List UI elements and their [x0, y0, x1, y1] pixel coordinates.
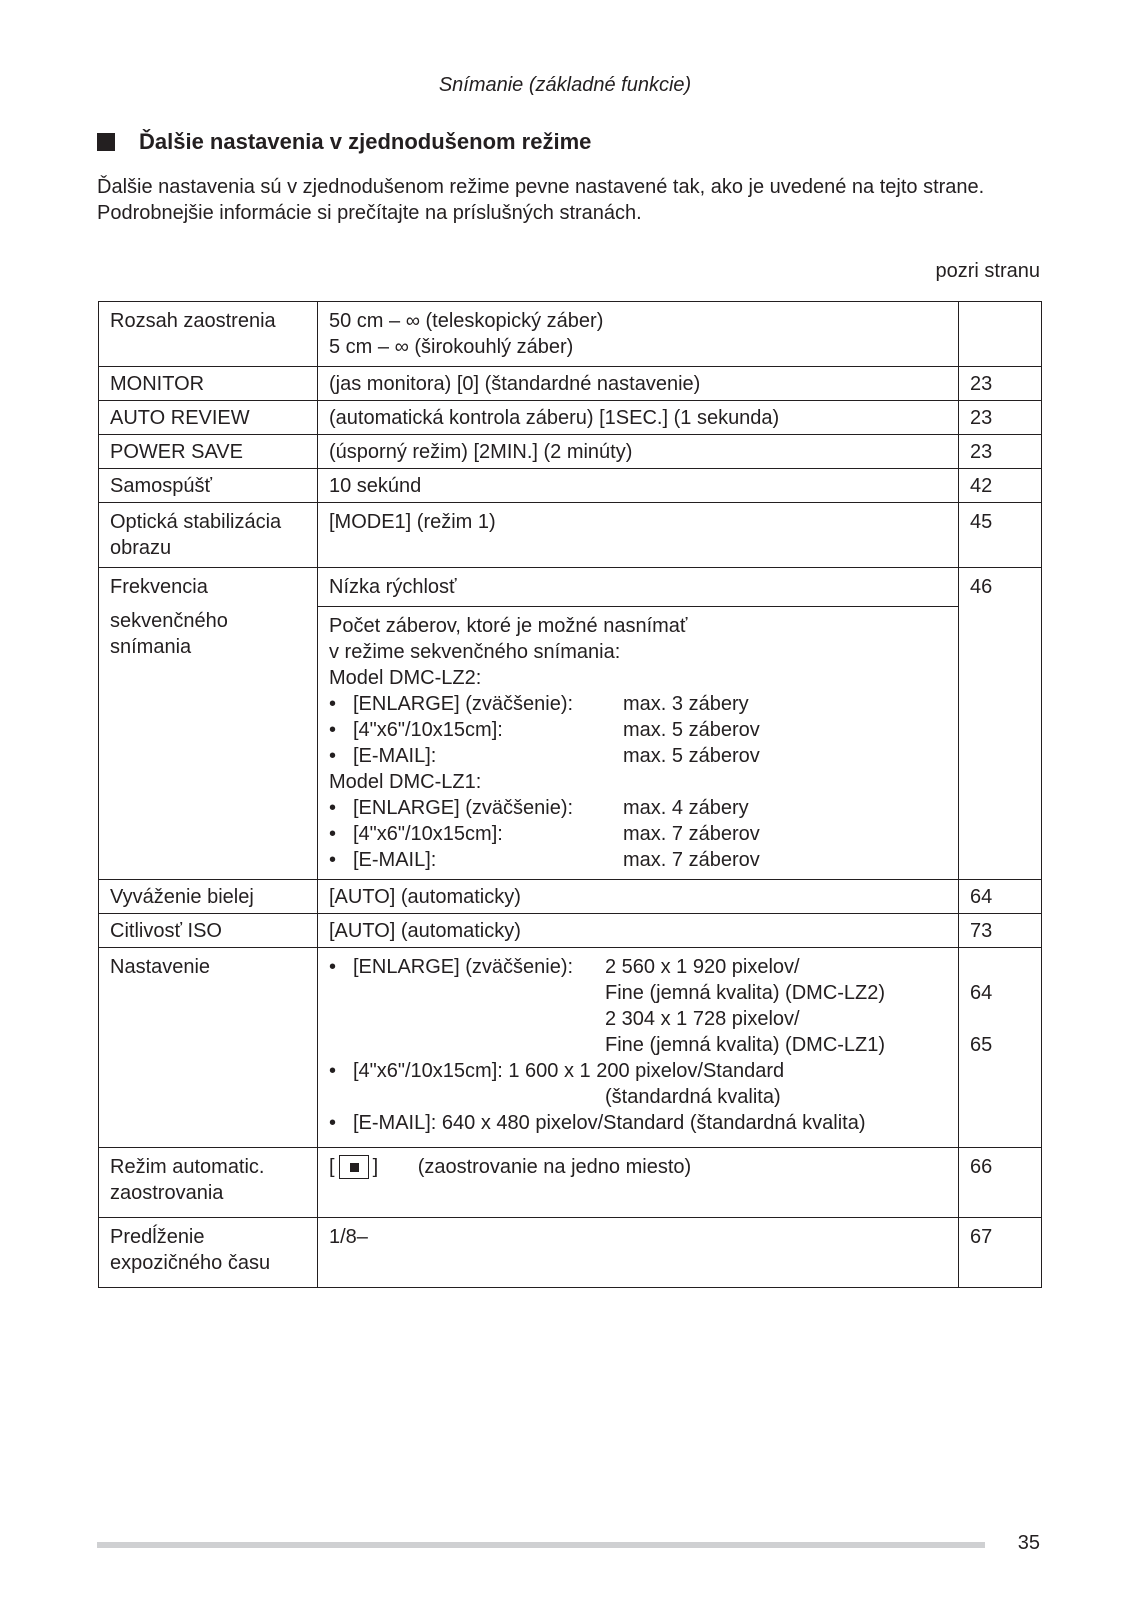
intro-line: Ďalšie nastavenia sú v zjednodušenom režime pevne nastavené tak, ako je uvedené na tejto strane.: [97, 176, 985, 198]
model-name: Model DMC-LZ2:: [329, 667, 482, 689]
setting-label: Citlivosť ISO: [99, 914, 318, 948]
setting-label: [99, 568, 318, 880]
page-ref-lz2: 64: [970, 982, 993, 1004]
item-value: max. 5 záberov: [623, 719, 760, 741]
setting-value: [MODE1] (režim 1): [318, 503, 959, 568]
value-line: 50 cm – ∞ (teleskopický záber): [329, 310, 604, 332]
page-ref: 46: [959, 568, 1042, 880]
page-number: 35: [1017, 1532, 1040, 1554]
value-text: (zaostrovanie na jedno miesto): [417, 1156, 692, 1178]
one-area-focus-icon: [ ]: [329, 1156, 379, 1178]
item-value: max. 4 zábery: [623, 797, 749, 819]
list-item: [329, 847, 948, 873]
table-row: [99, 469, 1042, 503]
list-item: [329, 954, 948, 980]
page-ref: 45: [959, 503, 1042, 568]
setting-value: 10 sekúnd: [318, 469, 959, 503]
item-value: max. 7 záberov: [623, 823, 760, 845]
setting-value: (úsporný režim) [2MIN.] (2 minúty): [318, 435, 959, 469]
section-title-text: Ďalšie nastavenia v zjednodušenom režime: [139, 129, 592, 154]
setting-value: [AUTO] (automaticky): [318, 914, 959, 948]
list-item: [329, 743, 948, 769]
item-name: [ENLARGE] (zväčšenie):: [353, 693, 574, 715]
see-page-label: pozri stranu: [935, 260, 1040, 282]
setting-label: POWER SAVE: [99, 435, 318, 469]
list-item: [329, 795, 948, 821]
setting-value: (jas monitora) [0] (štandardné nastavenie): [318, 367, 959, 401]
item-value: max. 5 záberov: [623, 745, 760, 767]
setting-label: Nastavenie: [99, 948, 318, 1148]
table-row: [99, 435, 1042, 469]
value-line: (štandardná kvalita): [605, 1086, 781, 1108]
setting-label: Predĺženie expozičného času: [99, 1218, 318, 1288]
setting-label: Režim automatic. zaostrovania: [99, 1148, 318, 1218]
intro-line: Podrobnejšie informácie si prečítajte na príslušných stranách.: [97, 202, 642, 224]
table-row: [99, 948, 1042, 1148]
label-line: Frekvencia: [110, 576, 208, 598]
value-line: v režime sekvenčného snímania:: [329, 641, 621, 663]
item-value: max. 3 zábery: [623, 693, 749, 715]
page-ref: [959, 948, 1042, 1148]
bullet-icon: •: [329, 849, 337, 871]
list-item: [329, 821, 948, 847]
item-name: [ENLARGE] (zväčšenie):: [353, 797, 574, 819]
setting-value: [318, 302, 959, 367]
bullet-icon: •: [329, 693, 337, 715]
label-line: sekvenčného: [110, 610, 228, 632]
page-ref: 67: [959, 1218, 1042, 1288]
item-name: [4"x6"/10x15cm]:: [353, 823, 503, 845]
item-value: max. 7 záberov: [623, 849, 760, 871]
burst-speed: Nízka rýchlosť: [329, 576, 457, 598]
setting-value: [AUTO] (automaticky): [318, 880, 959, 914]
setting-label: Optická stabilizácia obrazu: [99, 503, 318, 568]
bullet-icon: •: [329, 797, 337, 819]
page-ref: 66: [959, 1148, 1042, 1218]
setting-value: (automatická kontrola záberu) [1SEC.] (1 sekunda): [318, 401, 959, 435]
bullet-icon: •: [329, 1112, 337, 1134]
item-name: [ENLARGE] (zväčšenie):: [353, 956, 574, 978]
footer-bar: [97, 1542, 985, 1548]
setting-value: [318, 948, 959, 1148]
running-head: Snímanie (základné funkcie): [438, 74, 692, 96]
bullet-icon: •: [329, 823, 337, 845]
setting-label: Samospúšť: [99, 469, 318, 503]
page-ref: 23: [959, 401, 1042, 435]
value-line: 2 304 x 1 728 pixelov/: [605, 1008, 800, 1030]
value-line: 5 cm – ∞ (širokouhlý záber): [329, 336, 574, 358]
table-row: [99, 302, 1042, 367]
bullet-icon: •: [329, 1060, 337, 1082]
table-row: [99, 401, 1042, 435]
list-item: [329, 1110, 948, 1136]
label-line: snímania: [110, 636, 192, 658]
table-row: [99, 1218, 1042, 1288]
setting-value: 1/8–: [318, 1218, 959, 1288]
page-ref: 23: [959, 435, 1042, 469]
setting-label: Rozsah zaostrenia: [99, 302, 318, 367]
square-bullet-icon: [97, 133, 115, 151]
value-line: Fine (jemná kvalita) (DMC-LZ2): [605, 982, 886, 1004]
burst-count-block: [318, 606, 958, 873]
page-ref: 73: [959, 914, 1042, 948]
model-name: Model DMC-LZ1:: [329, 771, 482, 793]
item-value: 2 560 x 1 920 pixelov/: [605, 956, 800, 978]
setting-value: [318, 1148, 959, 1218]
setting-label: AUTO REVIEW: [99, 401, 318, 435]
table-row: [99, 1148, 1042, 1218]
page-ref: 23: [959, 367, 1042, 401]
value-line: Počet záberov, ktoré je možné nasnímať: [329, 615, 688, 637]
table-row: [99, 503, 1042, 568]
setting-label: Vyváženie bielej: [99, 880, 318, 914]
item-name: [E-MAIL]:: [353, 745, 437, 767]
list-item: [329, 717, 948, 743]
table-row: [99, 568, 1042, 880]
table-row: [99, 880, 1042, 914]
value-line: Fine (jemná kvalita) (DMC-LZ1): [605, 1034, 886, 1056]
list-item: [329, 1058, 948, 1084]
section-title: [97, 129, 591, 155]
settings-table: [98, 301, 1042, 1288]
list-item: [329, 691, 948, 717]
table-row: [99, 914, 1042, 948]
item-value: [E-MAIL]: 640 x 480 pixelov/Standard (štandardná kvalita): [353, 1112, 866, 1134]
item-name: [4"x6"/10x15cm]:: [353, 719, 503, 741]
page-ref: [959, 302, 1042, 367]
page-ref-lz1: 65: [970, 1034, 993, 1056]
item-value: [4"x6"/10x15cm]: 1 600 x 1 200 pixelov/Standard: [353, 1060, 785, 1082]
page-ref: 64: [959, 880, 1042, 914]
page-ref: 42: [959, 469, 1042, 503]
item-name: [E-MAIL]:: [353, 849, 437, 871]
bullet-icon: •: [329, 956, 337, 978]
bullet-icon: •: [329, 719, 337, 741]
table-row: [99, 367, 1042, 401]
setting-value: [318, 568, 959, 880]
intro-paragraph: [97, 174, 1057, 226]
setting-label: MONITOR: [99, 367, 318, 401]
bullet-icon: •: [329, 745, 337, 767]
